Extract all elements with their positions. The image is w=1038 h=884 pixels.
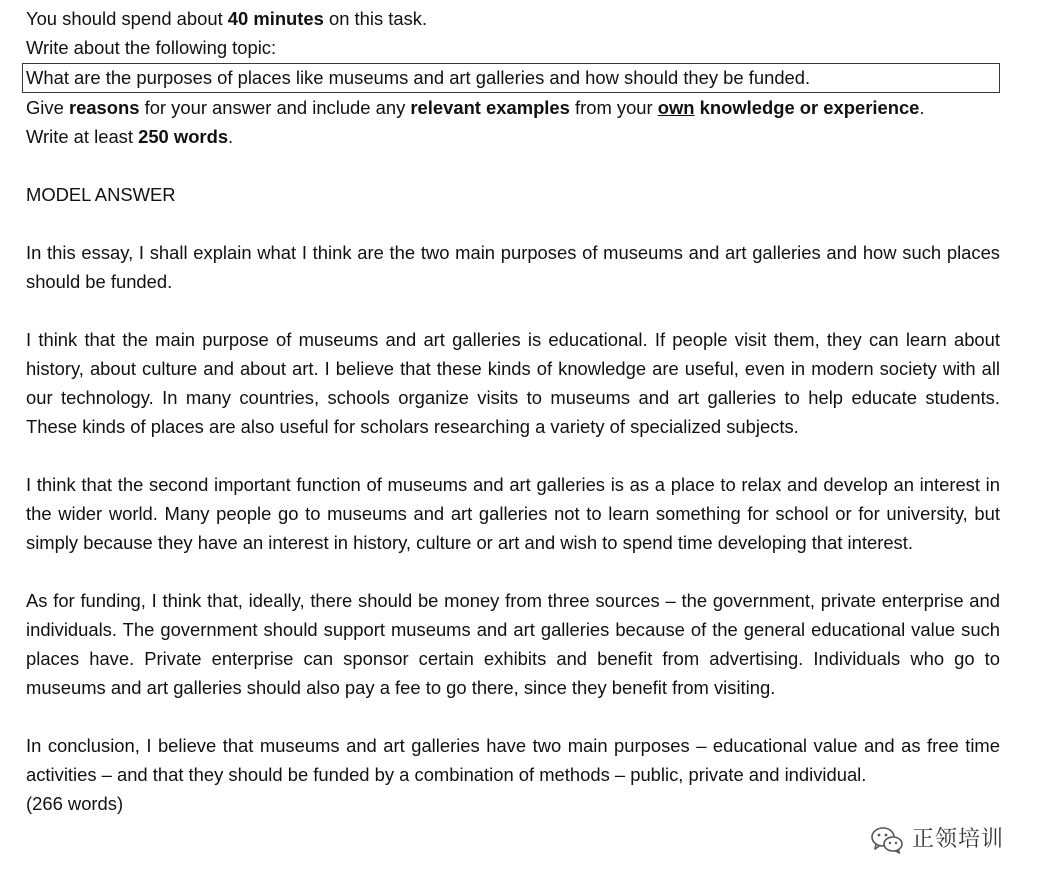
word-limit-period: . [228, 126, 234, 147]
model-answer-heading: MODEL ANSWER [26, 184, 176, 205]
watermark [870, 826, 1004, 854]
essay-paragraph-education: I think that the main purpose of museums and art galleries is educational. If people visit them, they can learn about history, about culture and about art. I believe that these kinds of knowledge are useful, even in modern society with all our technology. In many countries, schools organize visits to museums and art galleries to help educate students. These kinds of places are also useful for scholars researching a variety of specialized subjects. [26, 329, 1000, 437]
reasons-text-e: from your [569, 97, 658, 118]
spacer [26, 441, 1000, 470]
own-underlined: own [657, 97, 695, 118]
time-instruction-bold: 40 minutes [227, 8, 324, 29]
topic-box: What are the purposes of places like museums and art galleries and how should they be funded. [22, 63, 1000, 93]
word-limit-bold: 250 words [138, 126, 229, 147]
spacer [26, 557, 1000, 586]
wechat-icon [870, 826, 904, 854]
topic-intro: Write about the following topic: [26, 37, 277, 58]
reasons-text-c: for your answer and include any [139, 97, 411, 118]
spacer [26, 151, 1000, 180]
essay-paragraph-intro: In this essay, I shall explain what I think are the two main purposes of museums and art galleries and how such places should be funded. [26, 242, 1000, 292]
spacer [26, 209, 1000, 238]
word-limit-text: Write at least [26, 126, 139, 147]
reasons-instruction [26, 93, 1000, 122]
essay-paragraph-funding: As for funding, I think that, ideally, there should be money from three sources – the government, private enterprise and individuals. The government should support museums and art galleries because of the general educational value such places have. Private enterprise can sponsor certain exhibits and benefit from advertising. Individuals who go to museums and art galleries should also pay a fee to go there, since they benefit from visiting. [26, 590, 1000, 698]
time-instruction-end: on this task. [323, 8, 428, 29]
reasons-bold: reasons [68, 97, 140, 118]
essay-paragraph-conclusion: In conclusion, I believe that museums and art galleries have two main purposes – educational value and as free time activities – and that they should be funded by a combination of methods – public, private and individual. [26, 735, 1000, 785]
document-page [26, 4, 1000, 818]
reasons-period: . [919, 97, 925, 118]
word-limit-instruction [26, 122, 1000, 151]
word-count: (266 words) [26, 793, 124, 814]
examples-bold: relevant examples [410, 97, 570, 118]
time-instruction [26, 4, 1000, 33]
time-instruction-text: You should spend about [26, 8, 228, 29]
watermark-text: 正领培训 [911, 827, 1004, 852]
spacer [26, 296, 1000, 325]
essay-paragraph-leisure: I think that the second important function of museums and art galleries is as a place to relax and develop an interest in the wider world. Many people go to museums and art galleries not to learn something for school or for university, but simply because they have an interest in history, culture or art and wish to spend time developing that interest. [26, 474, 1000, 553]
knowledge-bold: knowledge or experience [694, 97, 920, 118]
spacer [26, 702, 1000, 731]
reasons-text-a: Give [26, 97, 69, 118]
